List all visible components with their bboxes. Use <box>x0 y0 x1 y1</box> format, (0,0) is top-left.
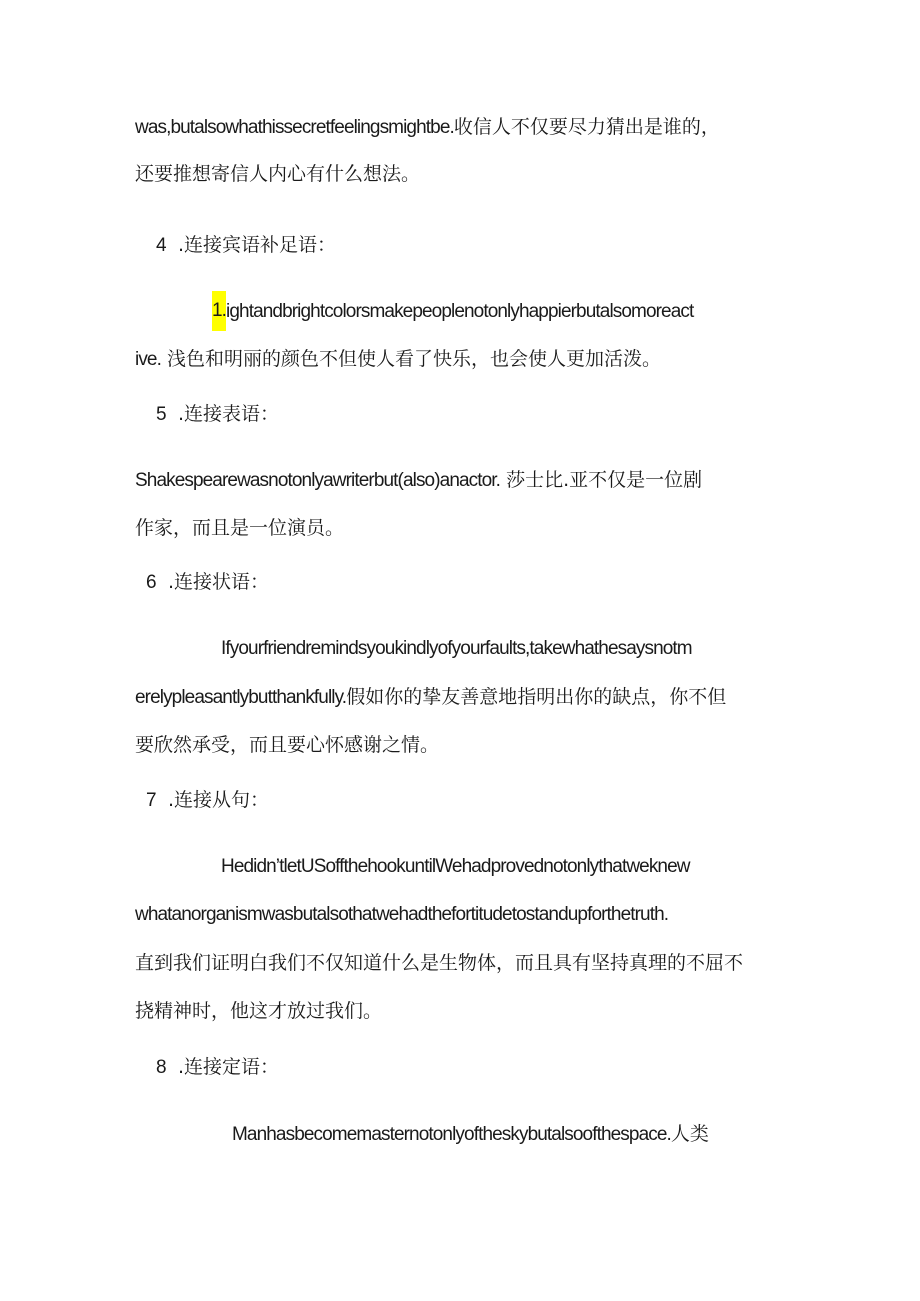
ex8-line-1 <box>232 1120 796 1150</box>
ex5-line-2: 作家，而且是一位演员。 <box>135 517 345 539</box>
heading-4 <box>156 231 336 260</box>
heading-7-label: .连接从句： <box>168 789 270 811</box>
heading-7-number: 7 <box>146 790 156 811</box>
heading-5-number: 5 <box>156 404 166 425</box>
heading-8 <box>156 1053 279 1082</box>
ex6-line-3: 要欣然承受，而且要心怀感谢之情。 <box>135 734 440 756</box>
heading-6 <box>146 568 269 597</box>
ex7-line-2: whatanorganismwasbutalsothatwehadthefortitudetostandupforthetruth. <box>135 904 669 925</box>
ex6-line-2-en: erelypleasantlybutthankfully. <box>135 687 347 708</box>
ex4-line-2 <box>135 345 795 375</box>
p3-line-1 <box>135 113 795 143</box>
ex4-line-1-text: ightandbrightcolorsmakepeoplenotonlyhappierbutalsomoreact <box>226 301 694 322</box>
heading-6-label: .连接状语： <box>168 571 270 593</box>
heading-5 <box>156 400 279 429</box>
ex5-line-1 <box>135 466 795 496</box>
p3-line-2: 还要推想寄信人内心有什么想法。 <box>135 163 421 185</box>
ex5-line-1-zh: 莎士比.亚不仅是一位剧 <box>506 469 703 491</box>
p3-line-1-zh: 收信人不仅要尽力猜出是谁的， <box>453 116 720 138</box>
heading-4-label: .连接宾语补足语： <box>178 234 337 256</box>
ex6-line-2-zh: 假如你的挚友善意地指明出你的缺点，你不但 <box>346 686 727 708</box>
ex7-line-1: Hedidn’tletUSoffthehookuntilWehadprovednotonlythatweknew <box>221 856 690 877</box>
heading-5-label: .连接表语： <box>178 403 280 425</box>
ex7-line-4: 挠精神时，他这才放过我们。 <box>135 1000 383 1022</box>
p3-line-1-en: was,butalsowhathissecretfeelingsmightbe. <box>135 117 454 138</box>
heading-8-label: .连接定语： <box>178 1056 280 1078</box>
ex6-line-1: Ifyourfriendremindsyoukindlyofyourfaults,takewhathesaysnotm <box>221 638 692 659</box>
ex8-line-1-en: Manhasbecomemasternotonlyoftheskybutalsoofthespace. <box>232 1124 671 1145</box>
ex6-line-2 <box>135 683 795 713</box>
heading-4-number: 4 <box>156 235 166 256</box>
ex4-line-2-en: ive. <box>135 349 161 370</box>
ex8-line-1-zh: 人类 <box>670 1123 709 1145</box>
ex4-line-1 <box>212 297 796 327</box>
heading-6-number: 6 <box>146 572 156 593</box>
heading-7 <box>146 786 269 815</box>
ex7-line-3: 直到我们证明白我们不仅知道什么是生物体，而且具有坚持真理的不屈不 <box>135 952 744 974</box>
ex5-line-1-en: Shakespearewasnotonlyawriterbut(also)anactor. <box>135 470 501 491</box>
ex4-line-2-zh: 浅色和明丽的颜色不但使人看了快乐，也会使人更加活泼。 <box>167 348 662 370</box>
heading-8-number: 8 <box>156 1057 166 1078</box>
ex4-highlight-marker: 1. <box>212 291 226 331</box>
